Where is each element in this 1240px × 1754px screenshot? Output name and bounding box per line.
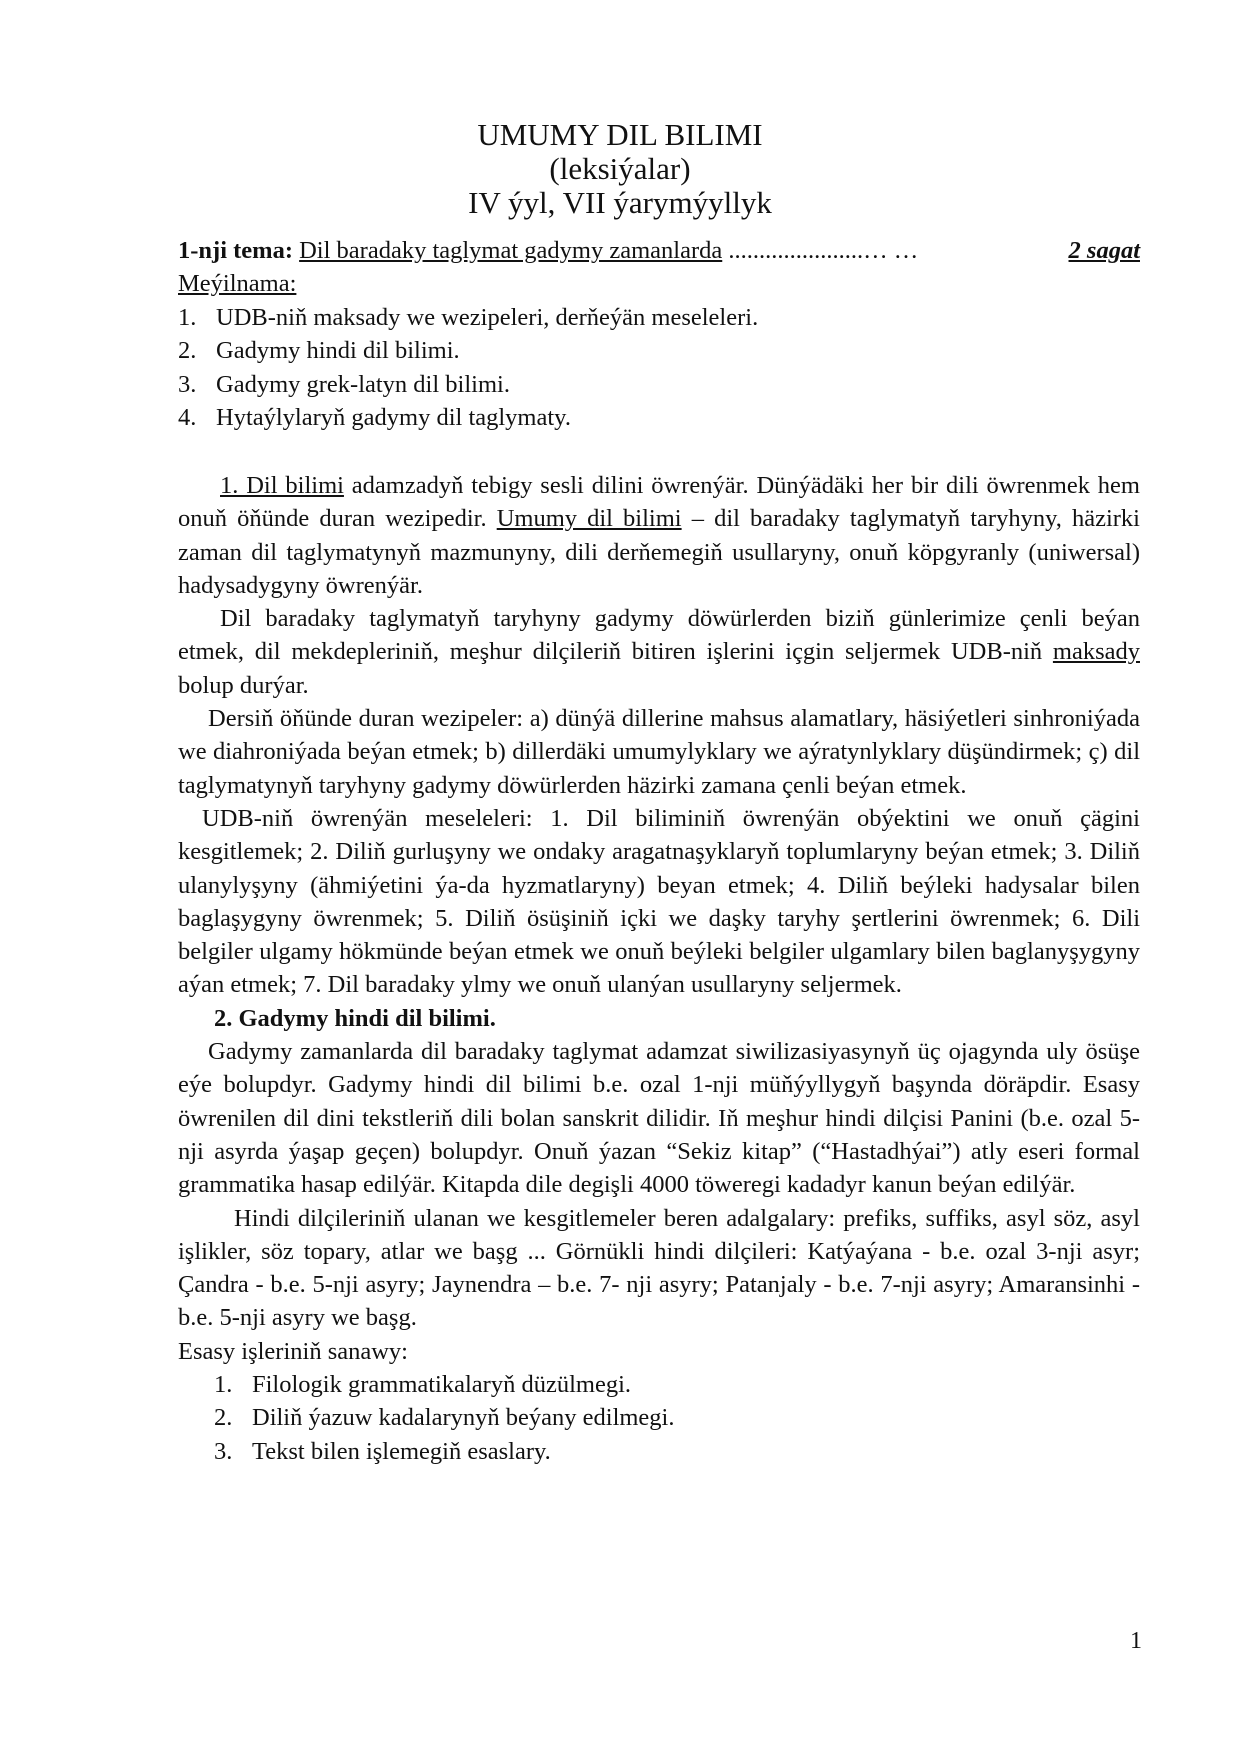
- plan-heading-text: Meýilnama:: [178, 270, 297, 297]
- section1-paragraph-3: Dersiň öňünde duran wezipeler: a) dünýä dillerine mahsus alamatlary, häsiýetleri sinhroniýada we diahroniýada beýan etmek; b) dillerdäki umumylyklary we aýratynlyklary düşündirmek; ç) dil taglymatynyň taryhyny gadymy döwürlerden häzirki zamana çenli beýan etmek.: [178, 705, 1140, 799]
- maksady-term: maksady: [1052, 638, 1140, 666]
- plan-item-text: UDB-niň maksady we wezipeleri, derňeýän meseleleri.: [216, 304, 759, 331]
- works-item-text: Diliň ýazuw kadalarynyň beýany edilmegi.: [252, 1404, 675, 1432]
- plan-item-text: Gadymy grek-latyn dil bilimi.: [216, 370, 510, 398]
- topic-line: [178, 234, 1140, 267]
- topic-dots: ......................… …: [728, 237, 919, 264]
- section2-paragraph-2: Hindi dilçileriniň ulanan we kesgitlemeler beren adalgalary: prefiks, suffiks, asyl söz, asyl işlikler, söz topary, atlar we başg ... Görnükli hindi dilçileri: Katýaýana - b.e. ozal 3-nji asyr; Çandra - b.e. 5-nji asyry; Jaynendra – b.e. 7- nji asyry; Patanjaly - b.e. 7-nji asyry; Amaransinhi - b.e. 5-nji asyry we başg.: [178, 1204, 1140, 1332]
- paragraph-text: Dil baradaky taglymatyň taryhyny gadymy döwürlerden biziň günlerimize çenli beýan etmek, dil mekdepleriniň, meşhur dilçileriň bitiren işlerini içgin seljermek UDB-niň: [178, 605, 1140, 666]
- plan-item-number: 2.: [178, 337, 197, 365]
- course-info: IV ýyl, VII ýarymýyllyk: [468, 185, 772, 220]
- topic-hours: 2 sagat: [1068, 237, 1140, 264]
- works-item: [178, 1435, 1140, 1468]
- works-item-text: Filologik grammatikalaryň düzülmegi.: [252, 1371, 631, 1399]
- umumy-dil-bilimi-term: Umumy dil bilimi: [496, 505, 682, 533]
- works-item-number: 2.: [214, 1404, 233, 1432]
- works-list: [178, 1368, 1140, 1468]
- paragraph-text: adamzadyň tebigy sesli dilini öwrenýär. Dünýädäki her bir dili öwrenmek hem onuň öňünde duran wezipedir.: [178, 472, 1140, 533]
- paragraph-text: bolup durýar.: [178, 671, 309, 699]
- plan-item: [178, 401, 758, 434]
- document-title: UMUMY DIL BILIMI: [477, 117, 763, 152]
- works-heading: Esasy işleriniň sanawy:: [178, 1337, 408, 1365]
- plan-item: [178, 334, 758, 367]
- plan-item-number: 1.: [178, 304, 197, 331]
- body-text: [178, 469, 1140, 1468]
- works-item-number: 3.: [214, 1437, 233, 1465]
- document-header: [0, 118, 1240, 220]
- topic-name: Dil baradaky taglymat gadymy zamanlarda: [299, 237, 723, 264]
- section1-paragraph-4: UDB-niň öwrenýän meseleleri: 1. Dil biliminiň öwrenýän obýektini we onuň çägini kesgitlemek; 2. Diliň gurluşyny we ondaky aragatnaşyklaryň toplumlaryny beýan etmek; 3. Diliň ulanylyşyny (ähmiýetini ýa-da hyzmatlaryny) beyan etmek; 4. Diliň beýleki hadysalar bilen baglaşygyny öwrenmek; 5. Diliň ösüşiniň içki we daşky taryhy şertlerini öwrenmek; 6. Dili belgiler ulgamy hökmünde beýan etmek we onuň beýleki belgiler ulgamlary bilen baglanyşygyny aýan etmek; 7. Dil baradaky ylmy we onuň ulanýan usullaryny seljermek.: [178, 804, 1140, 999]
- page-number: 1: [1130, 1628, 1142, 1654]
- paragraph-text: – dil baradaky taglymatyň taryhyny, häzirki zaman dil taglymatynyň mazmunyny, dili derňemegiň usullaryny, onuň köpgyranly (uniwersal) hadysadygyny öwrenýär.: [178, 505, 1140, 599]
- plan-item: [178, 301, 758, 334]
- document-subtitle: (leksiýalar): [549, 151, 691, 186]
- works-item: [178, 1368, 1140, 1401]
- section1-paragraph-1: [178, 469, 1140, 602]
- section2-paragraph-1: Gadymy zamanlarda dil baradaky taglymat adamzat siwilizasiyasynyň üç ojagynda uly ösüşe eýe bolupdyr. Gadymy hindi dil bilimi b.e. ozal 1-nji müňýyllygyň başynda döräpdir. Esasy öwrenilen dil dini tekstleriň dili bolan sanskrit dilidir. Iň meşhur hindi dilçisi Panini (b.e. ozal 5-nji asyrda ýaşap geçen) bolupdyr. Onuň ýazan “Sekiz kitap” (“Hastadhýai”) atly eseri formal grammatika hasap edilýär. Kitapda dile degişli 4000 töweregi kadadyr kanun beýan edilýär.: [178, 1038, 1140, 1199]
- plan-item-number: 3.: [178, 370, 197, 398]
- works-item: [178, 1401, 1140, 1434]
- plan-item-text: Hytaýlylaryň gadymy dil taglymaty.: [216, 403, 571, 431]
- topic-label: 1-nji tema:: [178, 237, 293, 264]
- section1-paragraph-2: [178, 602, 1140, 702]
- plan-item-text: Gadymy hindi dil bilimi.: [216, 337, 460, 365]
- plan-heading: [178, 267, 1140, 300]
- plan-item: [178, 368, 758, 401]
- works-item-number: 1.: [214, 1371, 233, 1399]
- dil-bilimi-term: 1. Dil bilimi: [220, 472, 344, 499]
- plan-item-number: 4.: [178, 403, 197, 431]
- plan-list: [178, 301, 758, 434]
- section2-heading: 2. Gadymy hindi dil bilimi.: [214, 1004, 496, 1032]
- works-item-text: Tekst bilen işlemegiň esaslary.: [252, 1437, 551, 1465]
